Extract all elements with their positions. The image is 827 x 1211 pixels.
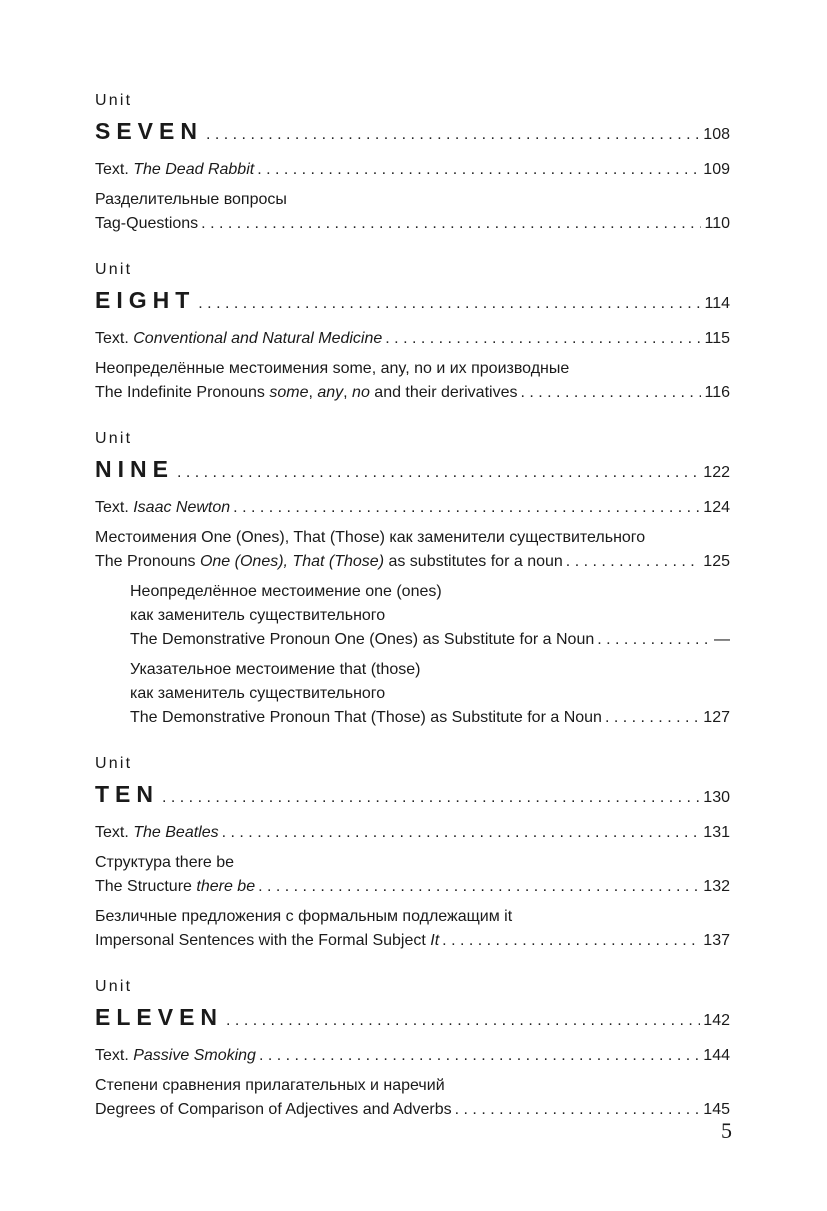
page-ref: 137 — [703, 932, 730, 949]
dot-leader — [257, 158, 700, 182]
entry-text — [95, 1044, 256, 1068]
entry-italic: The Dead Rabbit — [133, 161, 255, 178]
page-ref: — — [714, 631, 730, 648]
toc-entry — [95, 158, 730, 182]
dot-leader — [566, 550, 701, 574]
page-ref: 145 — [703, 1101, 730, 1118]
dot-leader — [226, 1004, 700, 1038]
page-ref: 127 — [703, 709, 730, 726]
page-ref: 144 — [703, 1047, 730, 1064]
toc-entry — [95, 821, 730, 845]
entry-russian: Местоимения One (Ones), That (Those) как заменители существительного — [95, 529, 646, 546]
table-of-contents — [95, 88, 730, 1143]
unit-title-row — [95, 1000, 730, 1038]
entry-prefix: Text. — [95, 330, 134, 347]
entry-prefix: Text. — [95, 161, 134, 178]
toc-entry — [95, 357, 730, 405]
unit-section — [95, 974, 730, 1122]
unit-label: Unit — [95, 261, 133, 278]
page-ref: 132 — [703, 878, 730, 895]
entry-text — [95, 821, 219, 845]
subentry-row — [130, 706, 730, 730]
unit-title: ELEVEN — [95, 1004, 224, 1030]
dot-leader — [206, 118, 700, 152]
unit-label: Unit — [95, 978, 133, 995]
unit-title-row — [95, 283, 730, 321]
dot-leader — [259, 1044, 700, 1068]
entry-italic: Isaac Newton — [133, 499, 231, 516]
entry-russian: Структура there be — [95, 854, 235, 871]
entry-prefix: The Structure — [95, 878, 197, 895]
dot-leader — [520, 381, 701, 405]
entry-prefix: The Indefinite Pronouns — [95, 384, 270, 401]
unit-title: EIGHT — [95, 287, 196, 313]
page-ref: 109 — [703, 161, 730, 178]
entry-row — [95, 550, 730, 574]
entry-russian: Разделительные вопросы — [95, 191, 287, 208]
entry-italic: there be — [196, 878, 256, 895]
entry-russian: Неопределённые местоимения some, any, no и их производные — [95, 360, 570, 377]
entry-prefix: Impersonal Sentences with the Formal Subject — [95, 932, 431, 949]
entry-russian: Степени сравнения прилагательных и наречий — [95, 1077, 445, 1094]
dot-leader — [201, 212, 701, 236]
unit-title: SEVEN — [95, 118, 203, 144]
toc-subentry — [95, 658, 730, 730]
dot-leader — [258, 875, 700, 899]
subentry-text: The Demonstrative Pronoun That (Those) as Substitute for a Noun — [130, 709, 602, 726]
entry-text — [95, 550, 563, 574]
unit-label: Unit — [95, 430, 133, 447]
page-ref: 142 — [703, 1012, 730, 1029]
dot-leader — [385, 327, 701, 351]
entry-row — [95, 381, 730, 405]
unit-label: Unit — [95, 755, 133, 772]
toc-subentry — [95, 580, 730, 652]
unit-section — [95, 257, 730, 405]
page-ref: 114 — [704, 295, 730, 312]
dot-leader — [455, 1098, 701, 1122]
entry-row — [95, 496, 730, 520]
page-ref: 122 — [703, 464, 730, 481]
entry-text — [95, 875, 255, 899]
entry-text — [95, 327, 382, 351]
toc-entry — [95, 496, 730, 520]
entry-row — [95, 821, 730, 845]
toc-entry — [95, 188, 730, 236]
entry-row — [95, 875, 730, 899]
subentry-text: The Demonstrative Pronoun One (Ones) as Substitute for a Noun — [130, 631, 595, 648]
entry-text — [95, 158, 254, 182]
entry-row — [95, 929, 730, 953]
page-ref: 110 — [704, 215, 730, 232]
dot-leader — [233, 496, 700, 520]
subentry-russian-1: Указательное местоимение that (those) — [130, 661, 421, 678]
entry-text — [95, 496, 230, 520]
unit-section — [95, 751, 730, 953]
entry-row — [95, 158, 730, 182]
page-ref: 116 — [704, 384, 730, 401]
unit-title: TEN — [95, 781, 159, 807]
toc-entry — [95, 851, 730, 899]
entry-italic: Conventional and Natural Medicine — [133, 330, 383, 347]
toc-entry — [95, 905, 730, 953]
unit-label: Unit — [95, 92, 133, 109]
dot-leader — [222, 821, 701, 845]
entry-text — [95, 1098, 452, 1122]
unit-title-row — [95, 452, 730, 490]
entry-prefix: Degrees of Comparison of Adjectives and Adverbs — [95, 1101, 452, 1118]
entry-prefix: Text. — [95, 1047, 134, 1064]
entry-russian: Безличные предложения с формальным подлежащим it — [95, 908, 513, 925]
entry-prefix: The Pronouns — [95, 553, 200, 570]
page-ref: 125 — [703, 553, 730, 570]
dot-leader — [177, 456, 700, 490]
entry-text — [95, 929, 439, 953]
toc-entry — [95, 526, 730, 574]
entry-italic: The Beatles — [133, 824, 219, 841]
dot-leader — [198, 287, 701, 321]
entry-row — [95, 1098, 730, 1122]
dot-leader — [605, 706, 700, 730]
unit-section — [95, 426, 730, 730]
page-ref: 130 — [703, 789, 730, 806]
entry-italic: It — [430, 932, 440, 949]
entry-text — [95, 381, 517, 405]
page-ref: 131 — [703, 824, 730, 841]
page-ref: 124 — [703, 499, 730, 516]
entry-prefix: Tag-Questions — [95, 215, 199, 232]
entry-row — [95, 327, 730, 351]
dot-leader — [597, 628, 711, 652]
entry-row — [95, 1044, 730, 1068]
toc-entry — [95, 1074, 730, 1122]
subentry-russian-2: как заменитель существительного — [130, 685, 386, 702]
dot-leader — [162, 781, 700, 815]
entry-italic: Passive Smoking — [133, 1047, 256, 1064]
page-ref: 108 — [703, 126, 730, 143]
entry-prefix: Text. — [95, 824, 134, 841]
dot-leader — [442, 929, 700, 953]
page-ref: 115 — [704, 330, 730, 347]
subentry-russian-2: как заменитель существительного — [130, 607, 386, 624]
entry-italic: One (Ones), That (Those) — [199, 553, 385, 570]
entry-suffix: , any, no and their derivatives — [308, 384, 518, 401]
entry-italic: some — [269, 384, 309, 401]
unit-title-row — [95, 114, 730, 152]
entry-prefix: Text. — [95, 499, 134, 516]
entry-row — [95, 212, 730, 236]
unit-title: NINE — [95, 456, 174, 482]
toc-entry — [95, 327, 730, 351]
toc-entry — [95, 1044, 730, 1068]
page-number: 5 — [721, 1118, 732, 1143]
subentry-russian-1: Неопределённое местоимение one (ones) — [130, 583, 442, 600]
subentry-row — [130, 628, 730, 652]
unit-title-row — [95, 777, 730, 815]
entry-text — [95, 212, 198, 236]
entry-suffix: as substitutes for a noun — [384, 553, 563, 570]
unit-section — [95, 88, 730, 236]
